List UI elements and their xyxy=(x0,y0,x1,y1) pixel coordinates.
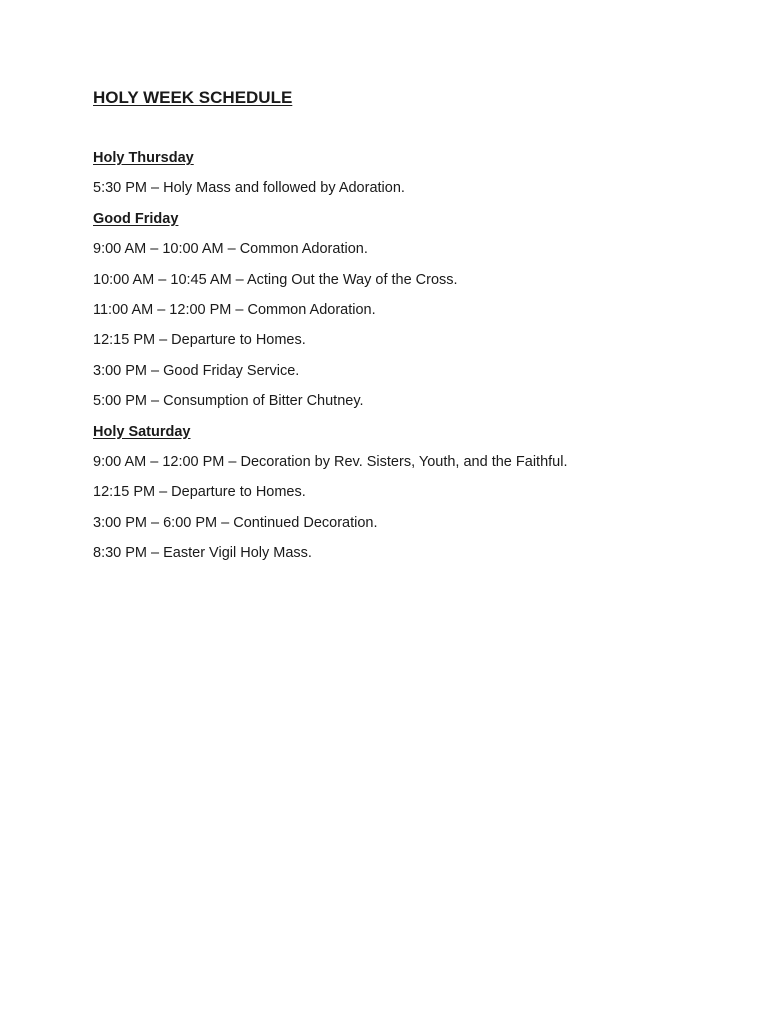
schedule-item: 10:00 AM – 10:45 AM – Acting Out the Way of the Cross. xyxy=(93,271,458,288)
section-holy-thursday xyxy=(93,149,713,210)
document-page xyxy=(93,87,713,574)
section-good-friday xyxy=(93,210,713,423)
schedule-item: 12:15 PM – Departure to Homes. xyxy=(93,484,306,501)
document-title: HOLY WEEK SCHEDULE xyxy=(93,88,293,107)
schedule-item: 12:15 PM – Departure to Homes. xyxy=(93,332,306,349)
section-holy-saturday xyxy=(93,423,713,575)
schedule-sections xyxy=(93,149,713,574)
section-heading: Holy Thursday xyxy=(93,150,194,166)
schedule-item: 9:00 AM – 12:00 PM – Decoration by Rev. Sisters, Youth, and the Faithful. xyxy=(93,453,568,470)
section-heading: Holy Saturday xyxy=(93,423,191,440)
schedule-item: 5:30 PM – Holy Mass and followed by Adoration. xyxy=(93,180,405,197)
schedule-item: 8:30 PM – Easter Vigil Holy Mass. xyxy=(93,545,312,562)
schedule-item: 9:00 AM – 10:00 AM – Common Adoration. xyxy=(93,241,368,258)
schedule-item: 11:00 AM – 12:00 PM – Common Adoration. xyxy=(93,301,376,318)
schedule-item: 3:00 PM – Good Friday Service. xyxy=(93,362,300,379)
schedule-item: 5:00 PM – Consumption of Bitter Chutney. xyxy=(93,393,364,410)
schedule-item: 3:00 PM – 6:00 PM – Continued Decoration. xyxy=(93,514,378,531)
section-heading: Good Friday xyxy=(93,210,179,227)
